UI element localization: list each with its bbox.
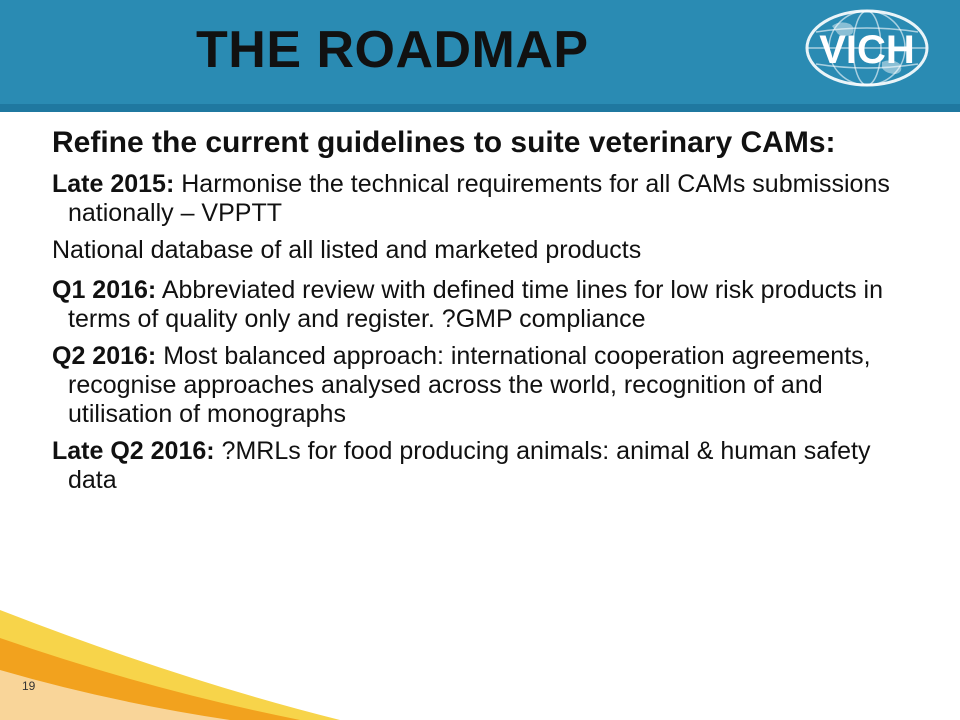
item-text: Abbreviated review with defined time lines for low risk products in terms of quality only and register. ?GMP compliance xyxy=(68,276,883,333)
corner-swoosh xyxy=(0,610,360,720)
roadmap-item xyxy=(52,342,922,429)
item-text: Harmonise the technical requirements for all CAMs submissions nationally – VPPTT xyxy=(68,170,890,227)
item-label: Q2 2016: xyxy=(52,342,157,370)
item-text: National database of all listed and marketed products xyxy=(52,236,642,264)
slide-body xyxy=(52,126,922,495)
roadmap-heading: Refine the current guidelines to suite veterinary CAMs: xyxy=(52,126,836,159)
item-text: ?MRLs for food producing animals: animal & human safety data xyxy=(68,437,871,494)
header-band-shadow xyxy=(0,104,960,112)
item-text: Most balanced approach: international cooperation agreements, recognise approaches analysed across the world, recognition of and utilisation of monographs xyxy=(68,342,871,428)
roadmap-item xyxy=(52,276,922,334)
slide-title: THE ROADMAP xyxy=(196,21,589,79)
globe-logo-icon xyxy=(802,6,932,90)
roadmap-item xyxy=(52,170,922,228)
item-label: Late 2015: xyxy=(52,170,175,198)
roadmap-item xyxy=(52,236,922,265)
logo-text: VICH xyxy=(819,28,915,72)
item-label: Q1 2016: xyxy=(52,276,157,304)
page-number: 19 xyxy=(22,679,36,693)
item-label: Late Q2 2016: xyxy=(52,437,215,465)
roadmap-item xyxy=(52,437,922,495)
